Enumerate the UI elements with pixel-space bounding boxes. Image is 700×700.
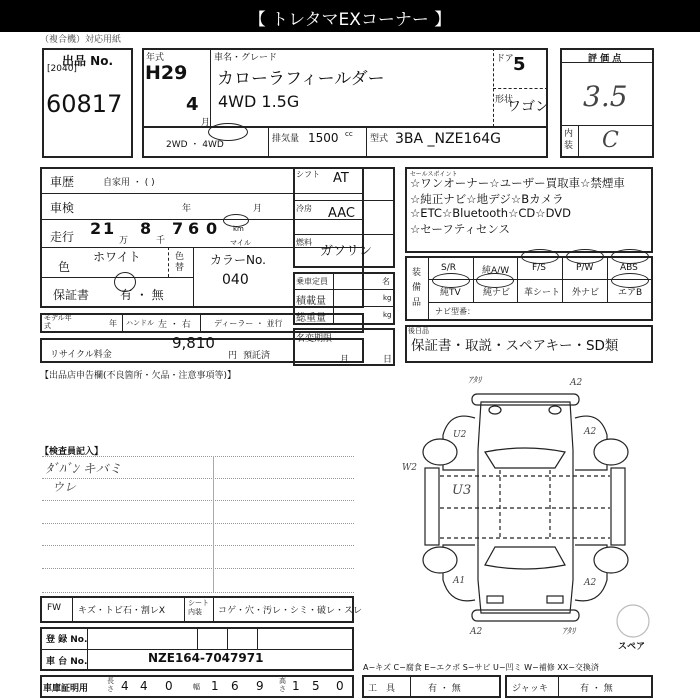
mileage-digit: 7 <box>172 219 184 238</box>
model-label: 型式 <box>370 134 389 144</box>
fw-value: キズ・トビ石・割レX <box>78 606 165 616</box>
sales-points-label: セールスポイント <box>410 171 458 178</box>
history-label: 車歴 <box>50 175 75 189</box>
year-label: 年式 <box>146 53 165 63</box>
name-change-month: 月 <box>340 355 350 365</box>
color-no-label: カラーNo. <box>210 253 266 267</box>
mileage-km: km <box>233 225 244 233</box>
length-digit: 0 <box>165 679 173 693</box>
mileage-label: 走行 <box>50 230 75 244</box>
name-change-day: 日 <box>383 355 393 365</box>
circle-mark <box>611 249 649 264</box>
warranty-options: 有 ・ 無 <box>120 288 164 302</box>
circle-mark <box>521 249 559 264</box>
score-label: 評 価 点 <box>588 54 622 64</box>
equip-navi: 純ナビ <box>483 288 511 298</box>
sales-point-line: ☆純正ナビ☆地デジ☆Bカメラ <box>410 192 564 206</box>
equip-sr: S/R <box>441 263 456 273</box>
mileage-digit: 6 <box>188 219 200 238</box>
height-digit: 1 <box>292 679 300 693</box>
ac-value: AAC <box>328 206 355 221</box>
header-title: 【 トレタマEXコーナー 】 <box>248 10 452 30</box>
inspection-year-unit: 年 <box>182 204 192 214</box>
equip-leather: 革シート <box>524 288 561 298</box>
seat-label: シート内装 <box>188 599 209 616</box>
jack-label: ジャッキ <box>512 684 548 694</box>
handle-options: 左 ・ 右 <box>158 320 191 330</box>
recycle-label: リサイクル料金 <box>50 350 112 360</box>
capacity-unit: 名 <box>382 277 390 286</box>
name-change-label: 名変期限 <box>296 334 333 344</box>
equip-alloy-wheel: 純A/W <box>482 266 510 276</box>
shift-label: シフト <box>296 170 320 179</box>
height-digit: 0 <box>336 679 344 693</box>
door-value: 5 <box>513 54 526 75</box>
mileage-digit: 8 <box>140 219 152 238</box>
capacity-unit: kg <box>383 294 392 302</box>
capacity-label: 積載量 <box>296 296 326 307</box>
recycle-status: 預託済 <box>243 351 271 361</box>
sales-point-line: ☆ETC☆Bluetooth☆CD☆DVD <box>410 206 571 220</box>
height-digit: 5 <box>312 679 320 693</box>
length-digit: 4 <box>121 679 129 693</box>
fuel-value: ガソリン <box>320 244 373 259</box>
lot-label: 出品 No. <box>62 54 114 68</box>
sales-point-line: ☆セーフティセンス <box>410 222 511 236</box>
damage-mark: A1 <box>453 576 466 586</box>
ac-label: 冷房 <box>296 204 312 213</box>
model-value: 3BA _NZE164G <box>395 131 502 147</box>
capacity-label: 総重量 <box>296 313 326 324</box>
damage-mark: ｱﾀﾘ <box>468 376 482 386</box>
name-label: 車名・グレード <box>214 53 278 63</box>
jack-options: 有 ・ 無 <box>580 684 613 694</box>
mileage-sen: 千 <box>156 236 166 246</box>
inspection-month-unit: 月 <box>253 204 263 214</box>
warranty-circle <box>114 272 136 292</box>
model-year-unit: 年 <box>109 319 117 328</box>
warranty-label: 保証書 <box>53 288 90 302</box>
displacement-label: 排気量 <box>272 134 300 144</box>
km-circle <box>223 214 249 227</box>
fuel-label: 燃料 <box>296 238 312 247</box>
dealer-options: ディーラー ・ 並行 <box>214 319 283 328</box>
width-digit: 6 <box>231 679 239 693</box>
damage-mark: W2 <box>402 463 417 473</box>
mileage-digit: 2 <box>90 219 102 238</box>
sales-point-line: ☆ワンオーナー☆ユーザー買取車☆禁煙車 <box>410 176 625 190</box>
color-value: ホワイト <box>93 250 141 264</box>
mileage-mile: マイル <box>230 239 251 247</box>
damage-mark: U3 <box>452 483 472 498</box>
recycle-amount: 9,810 <box>172 334 215 352</box>
equip-airbag: エアB <box>618 288 643 298</box>
shape-label: 形状 <box>495 95 514 105</box>
width-label: 幅 <box>193 683 200 691</box>
history-value: 自家用 ・ ( ) <box>103 178 155 188</box>
tools-options: 有 ・ 無 <box>428 684 461 694</box>
equipment-label: 装備品 <box>412 268 422 308</box>
equip-tv: 純TV <box>440 288 461 298</box>
lot-number: 60817 <box>46 90 123 118</box>
month-unit: 月 <box>201 118 211 128</box>
damage-legend: A−キズ C−腐食 E−エクボ S−サビ U−凹ミ W−補修 XX−交換済 <box>363 663 599 672</box>
mileage-man: 万 <box>119 236 129 246</box>
length-digit: 4 <box>140 679 148 693</box>
circle-mark <box>611 273 649 288</box>
car-diagram <box>395 370 700 650</box>
score-value: 3.5 <box>583 80 628 113</box>
damage-mark: U2 <box>453 430 467 440</box>
model-year-label: モデル年式 <box>44 314 72 330</box>
length-label: 長さ <box>107 677 114 693</box>
equip-pw: P/W <box>576 263 594 273</box>
capacity-unit: kg <box>383 311 392 319</box>
dimensions-label: 車庫証明用 <box>43 684 89 694</box>
header-subtitle: （複合機）対応用紙 <box>40 35 122 45</box>
seller-notes-label: 【出品店申告欄(不良箇所・欠品・注意事項等)】 <box>40 371 237 381</box>
later-items-value: 保証書・取説・スペアキー・SD類 <box>411 338 619 354</box>
damage-mark: A2 <box>570 378 583 388</box>
equip-abs: ABS <box>620 263 638 273</box>
displacement-unit: cc <box>345 130 353 138</box>
handle-label: ハンドル <box>126 319 154 327</box>
equip-fs: F/S <box>532 263 546 273</box>
drive-options: 2WD ・ 4WD <box>166 140 224 150</box>
lot-stamp: [2040] <box>47 64 77 74</box>
spare-label: スペア <box>618 642 646 652</box>
inspector-note: ウレ <box>52 480 77 494</box>
circle-mark <box>566 249 604 264</box>
width-digit: 1 <box>211 679 219 693</box>
circle-mark <box>432 273 470 288</box>
capacity-label: 乗車定員 <box>296 277 328 286</box>
mileage-digit: 0 <box>206 219 218 238</box>
inspector-label: 【検査員記入】 <box>40 447 104 457</box>
seat-value: コゲ・穴・汚レ・シミ・破レ・スレ <box>218 606 363 616</box>
door-label: ドア <box>496 54 514 64</box>
circle-mark <box>476 273 514 288</box>
navi-model-label: ナビ型番： <box>435 307 475 316</box>
color-no-value: 040 <box>222 272 249 288</box>
equip-ext-navi: 外ナビ <box>572 288 600 298</box>
damage-mark: ｱﾀﾘ <box>562 627 576 637</box>
interior-label: 内装 <box>564 129 574 151</box>
shape-value: ワゴン <box>507 99 549 115</box>
color-change-label: 色替 <box>175 252 185 273</box>
inspection-label: 車検 <box>50 201 75 215</box>
reg-no-label: 登 録 No. <box>46 635 88 645</box>
displacement-value: 1500 <box>308 131 339 145</box>
shift-value: AT <box>333 171 349 186</box>
mileage-digit: 1 <box>103 219 115 238</box>
year-value: H29 <box>145 62 188 84</box>
recycle-unit: 円 <box>228 351 238 361</box>
drive-circle <box>208 123 248 141</box>
color-label: 色 <box>58 260 71 274</box>
damage-mark: A2 <box>584 578 597 588</box>
month-value: 4 <box>186 94 199 115</box>
car-name: カローラフィールダー <box>217 69 385 89</box>
width-digit: 9 <box>256 679 264 693</box>
damage-mark: A2 <box>584 427 597 437</box>
height-label: 高さ <box>279 677 286 693</box>
tools-label: 工 具 <box>368 684 396 694</box>
damage-mark: A2 <box>470 627 483 637</box>
chassis-no-value: NZE164-7047971 <box>148 651 264 665</box>
fw-label: FW <box>47 603 62 613</box>
interior-value: C <box>602 128 619 153</box>
chassis-no-label: 車 台 No. <box>46 657 88 667</box>
car-grade: 4WD 1.5G <box>218 92 300 111</box>
inspector-note: ﾀﾞﾊﾞﾝ キバミ <box>46 462 122 477</box>
later-items-label: 後日品 <box>408 327 429 335</box>
